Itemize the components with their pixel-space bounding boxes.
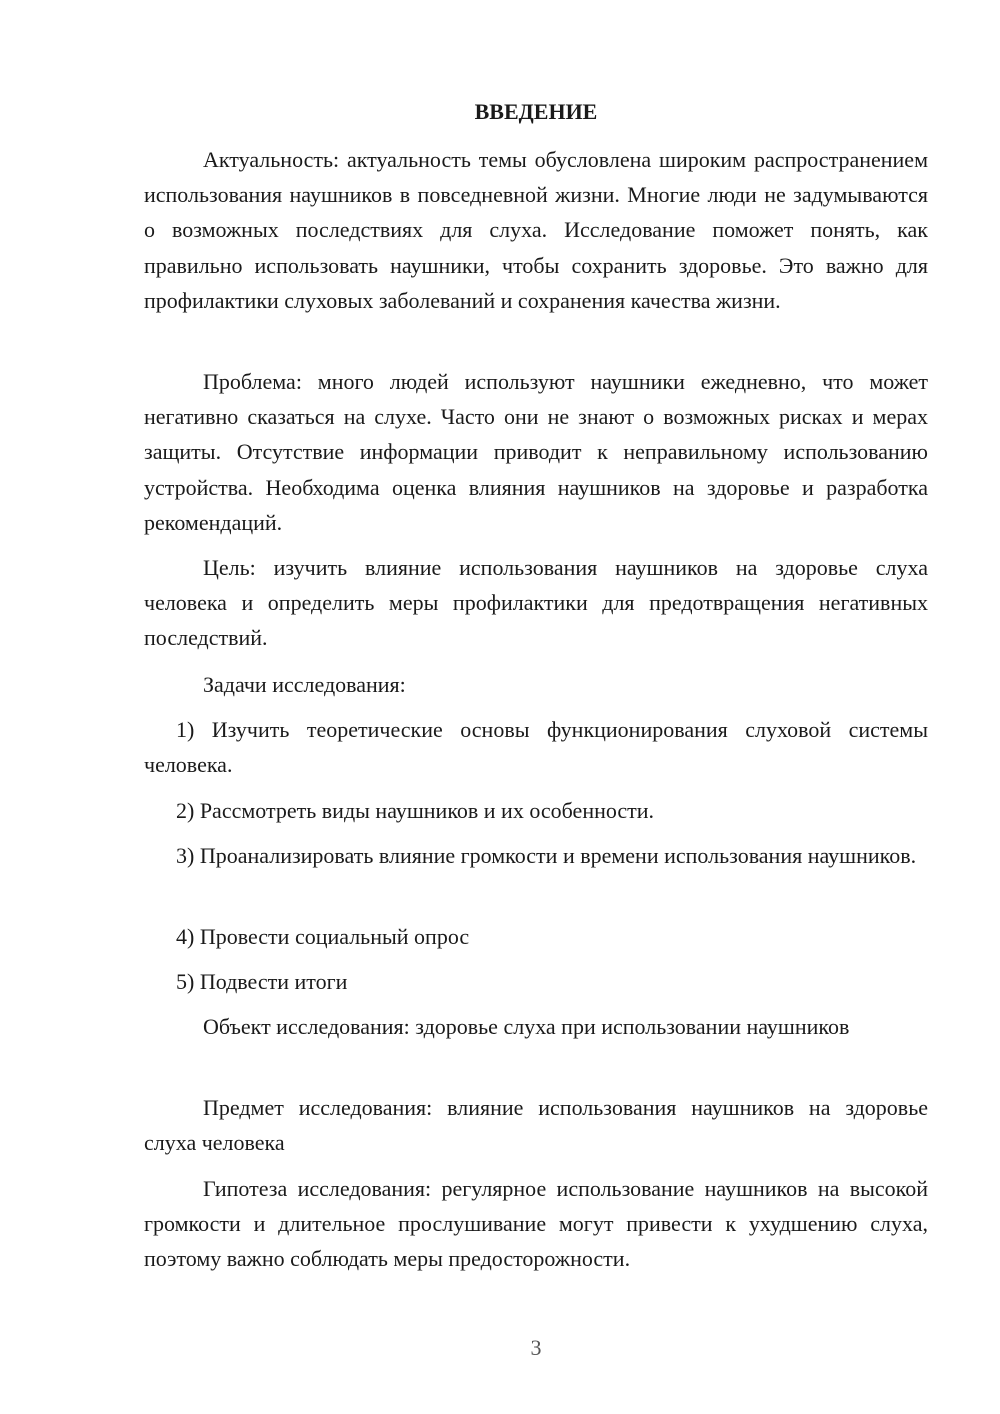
problem-paragraph: Проблема: много людей используют наушники ежедневно, что может негативно сказаться на слухе. Часто они не знают о возможных рисках и мерах защиты. Отсутствие информации приводит к неправильному использованию устройства. Необходима оценка влияния наушников на здоровье и разработка рекомендаций. [144,369,928,535]
page-title: ВВЕДЕНИЕ [474,99,598,124]
relevance-paragraph: Актуальность: актуальность темы обусловлена широким распространением использования наушников в повседневной жизни. Многие люди не задумываются о возможных последствиях для слуха. Исследование поможет понять, как правильно использовать наушники, чтобы сохранить здоровье. Это важно для профилактики слуховых заболеваний и сохранения качества жизни. [144,147,928,313]
task-item-3: 3) Проанализировать влияние громкости и времени использования наушников. [176,843,917,868]
subject-paragraph: Предмет исследования: влияние использования наушников на здоровье слуха человека [144,1095,928,1156]
task-item-2: 2) Рассмотреть виды наушников и их особенности. [176,798,655,823]
task-item-1: 1) Изучить теоретические основы функционирования слуховой системы человека. [144,717,928,778]
task-item-4: 4) Провести социальный опрос [176,924,470,949]
page-number: 3 [530,1335,542,1360]
tasks-heading: Задачи исследования: [203,672,406,697]
goal-paragraph: Цель: изучить влияние использования наушников на здоровье слуха человека и определить меры профилактики для предотвращения негативных последствий. [144,555,928,651]
hypothesis-paragraph: Гипотеза исследования: регулярное использование наушников на высокой громкости и длительное прослушивание могут привести к ухудшению слуха, поэтому важно соблюдать меры предосторожности. [144,1176,928,1272]
task-item-5: 5) Подвести итоги [176,969,348,994]
object-paragraph: Объект исследования: здоровье слуха при использовании наушников [203,1014,850,1039]
